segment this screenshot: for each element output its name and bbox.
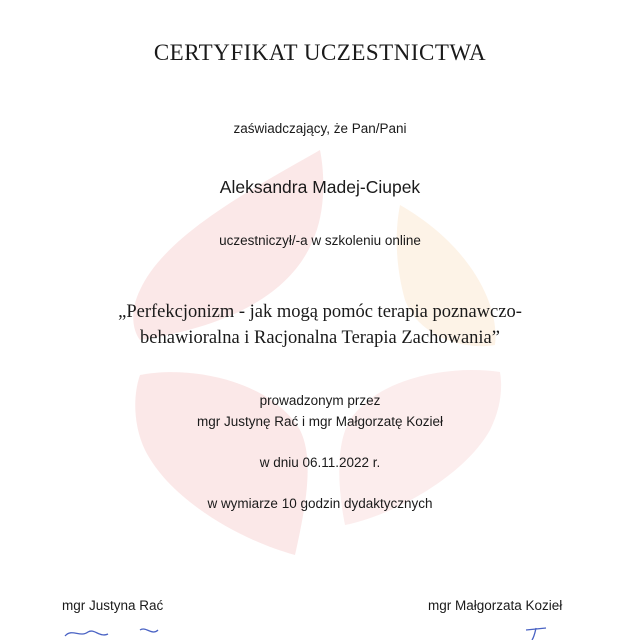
signature-name-right: mgr Małgorzata Kozieł xyxy=(428,598,563,613)
led-by-label: prowadzonym przez xyxy=(259,393,381,408)
signature-name-left: mgr Justyna Rać xyxy=(62,598,164,613)
attest-line: zaświadczający, że Pan/Pani xyxy=(233,121,407,136)
signature-scribble-left-icon xyxy=(60,624,180,640)
course-title-line-1: „Perfekcjonizm - jak mogą pomóc terapia poznawczo- xyxy=(118,302,522,322)
signature-scribble-right-icon xyxy=(520,624,560,640)
trainers-line: mgr Justynę Rać i mgr Małgorzatę Kozieł xyxy=(196,414,444,429)
hours-line: w wymiarze 10 godzin dydaktycznych xyxy=(207,496,433,511)
participant-name: Aleksandra Madej-Ciupek xyxy=(219,177,421,197)
course-title-line-2: behawioralna i Racjonalna Terapia Zachowania” xyxy=(140,328,500,348)
date-line: w dniu 06.11.2022 r. xyxy=(259,455,381,470)
watermark-orange-leaf xyxy=(397,205,496,346)
certificate-title: CERTYFIKAT UCZESTNICTWA xyxy=(153,40,487,65)
participation-line: uczestniczył/-a w szkoleniu online xyxy=(219,233,421,248)
